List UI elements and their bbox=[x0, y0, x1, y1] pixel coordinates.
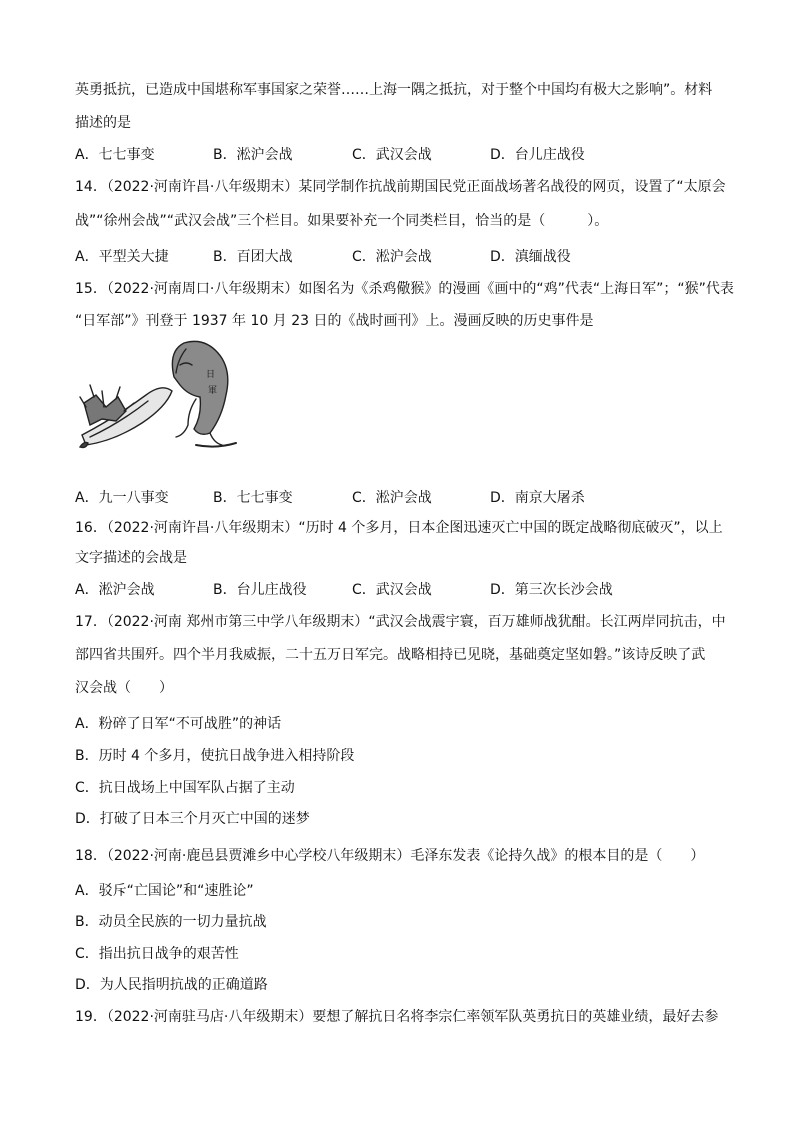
q14-option-d[interactable]: D．滇缅战役 bbox=[490, 249, 571, 265]
q13-stem-line1: 英勇抵抗，已造成中国堪称军事国家之荣誉……上海一隅之抵抗，对于整个中国均有极大之影响”。材料 bbox=[75, 82, 713, 98]
q14-stem-line1: 14．（2022·河南许昌·八年级期末）某同学制作抗战前期国民党正面战场著名战役的网页，设置了“太原会 bbox=[75, 179, 726, 195]
q15-option-d[interactable]: D．南京大屠杀 bbox=[490, 490, 585, 506]
svg-text:日: 日 bbox=[206, 370, 216, 380]
q13-option-b[interactable]: B．淞沪会战 bbox=[213, 147, 293, 163]
cartoon-rooster-monkey-icon bbox=[76, 337, 238, 451]
q16-option-d[interactable]: D．第三次长沙会战 bbox=[490, 582, 613, 598]
q18-stem: 18．（2022·河南·鹿邑县贾滩乡中心学校八年级期末）毛泽东发表《论持久战》的根本目的是（ ） bbox=[75, 848, 705, 864]
q17-stem-line3: 汉会战（ ） bbox=[75, 680, 173, 696]
q14-option-b[interactable]: B．百团大战 bbox=[213, 249, 293, 265]
q15-option-b[interactable]: B．七七事变 bbox=[213, 490, 293, 506]
q16-option-b[interactable]: B．台儿庄战役 bbox=[213, 582, 307, 598]
q16-option-a[interactable]: A．淞沪会战 bbox=[75, 582, 155, 598]
q15-stem-line1: 15．（2022·河南周口·八年级期末）如图名为《杀鸡儆猴》的漫画《画中的“鸡”代表“上海日军”；“猴”代表 bbox=[75, 281, 734, 297]
q17-option-d[interactable]: D．打破了日本三个月灭亡中国的迷梦 bbox=[75, 811, 310, 827]
q15-option-c[interactable]: C．淞沪会战 bbox=[352, 490, 432, 506]
q15-stem-line2: “日军部”》刊登于 1937 年 10 月 23 日的《战时画刊》上。漫画反映的历史事件是 bbox=[75, 313, 594, 329]
q15-option-a[interactable]: A．九一八事变 bbox=[75, 490, 169, 506]
q16-option-c[interactable]: C．武汉会战 bbox=[352, 582, 432, 598]
q18-option-a[interactable]: A．驳斥“亡国论”和“速胜论” bbox=[75, 883, 254, 899]
q16-stem-line1: 16．（2022·河南许昌·八年级期末）“历时 4 个多月，日本企图迅速灭亡中国的既定战略彻底破灭”，以上 bbox=[75, 520, 723, 536]
q13-stem-line2: 描述的是 bbox=[75, 115, 131, 131]
q14-stem-line2: 战”“徐州会战”“武汉会战”三个栏目。如果要补充一个同类栏目，恰当的是（ ）。 bbox=[75, 213, 609, 229]
q14-option-c[interactable]: C．淞沪会战 bbox=[352, 249, 432, 265]
q17-stem-line2: 部四省共围歼。四个半月我威振，二十五万日军完。战略相持已见晓，基础奠定坚如磐。”该诗反映了武 bbox=[75, 647, 706, 663]
q18-option-b[interactable]: B．动员全民族的一切力量抗战 bbox=[75, 914, 267, 930]
q13-option-c[interactable]: C．武汉会战 bbox=[352, 147, 432, 163]
q16-stem-line2: 文字描述的会战是 bbox=[75, 550, 187, 566]
q14-option-a[interactable]: A．平型关大捷 bbox=[75, 249, 169, 265]
q17-option-c[interactable]: C．抗日战场上中国军队占据了主动 bbox=[75, 780, 295, 796]
q18-option-d[interactable]: D．为人民指明抗战的正确道路 bbox=[75, 977, 268, 993]
q17-option-b[interactable]: B．历时 4 个多月，使抗日战争进入相持阶段 bbox=[75, 748, 355, 764]
q19-stem-line1: 19．（2022·河南驻马店·八年级期末）要想了解抗日名将李宗仁率领军队英勇抗日的英雄业绩，最好去参 bbox=[75, 1009, 719, 1025]
q17-option-a[interactable]: A．粉碎了日军“不可战胜”的神话 bbox=[75, 716, 282, 732]
svg-text:軍: 軍 bbox=[208, 386, 218, 396]
q13-option-d[interactable]: D．台儿庄战役 bbox=[490, 147, 585, 163]
q13-option-a[interactable]: A．七七事变 bbox=[75, 147, 155, 163]
q17-stem-line1: 17．（2022·河南 郑州市第三中学八年级期末）“武汉会战震宇寰，百万雄师战犹酣。长江两岸同抗击，中 bbox=[75, 614, 726, 630]
q18-option-c[interactable]: C．指出抗日战争的艰苦性 bbox=[75, 946, 239, 962]
